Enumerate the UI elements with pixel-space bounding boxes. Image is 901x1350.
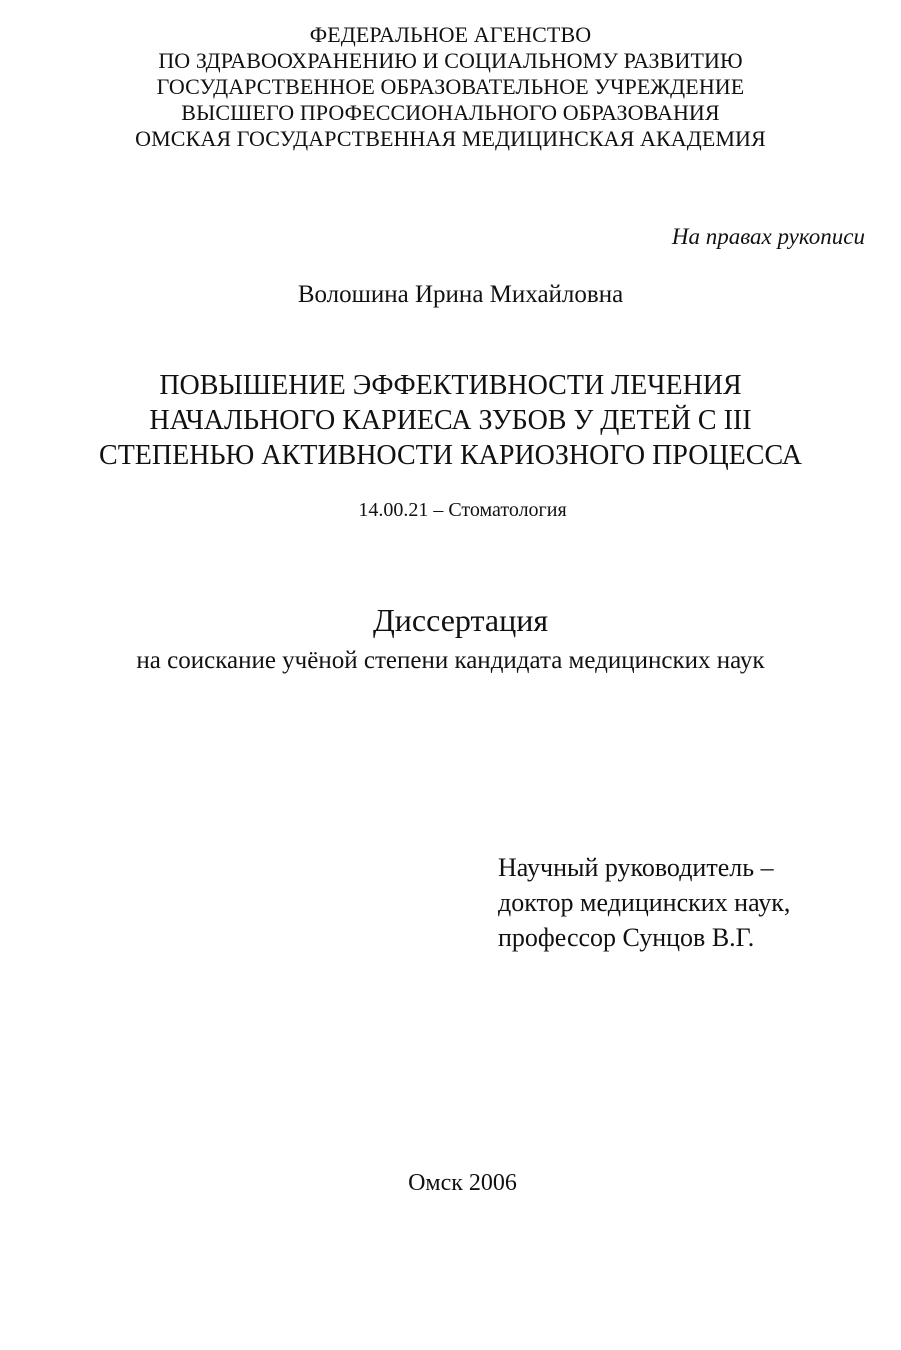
supervisor-line-1: Научный руководитель – xyxy=(498,853,774,882)
specialty-code: 14.00.21 – Стоматология xyxy=(358,499,567,521)
institution-line-4: ВЫСШЕГО ПРОФЕССИОНАЛЬНОГО ОБРАЗОВАНИЯ xyxy=(181,100,720,125)
degree-line: на соискание учёной степени кандидата медицинских наук xyxy=(136,647,765,674)
institution-line-1: ФЕДЕРАЛЬНОЕ АГЕНСТВО xyxy=(309,22,592,47)
document-type: Диссертация xyxy=(372,602,549,638)
supervisor-line-2: доктор медицинских наук, xyxy=(498,888,791,917)
place-year: Омск 2006 xyxy=(408,1170,517,1196)
institution-line-5: ОМСКАЯ ГОСУДАРСТВЕННАЯ МЕДИЦИНСКАЯ АКАДЕМИЯ xyxy=(135,126,766,151)
supervisor-line-3: профессор Сунцов В.Г. xyxy=(498,923,755,952)
supervisor-block xyxy=(498,850,790,955)
institution-line-3: ГОСУДАРСТВЕННОЕ ОБРАЗОВАТЕЛЬНОЕ УЧРЕЖДЕНИЕ xyxy=(156,74,745,99)
title-line-3: СТЕПЕНЬЮ АКТИВНОСТИ КАРИОЗНОГО ПРОЦЕССА xyxy=(99,440,802,471)
author-name: Волошина Ирина Михайловна xyxy=(297,281,624,308)
manuscript-note: На правах рукописи xyxy=(671,224,865,249)
institution-line-2: ПО ЗДРАВООХРАНЕНИЮ И СОЦИАЛЬНОМУ РАЗВИТИЮ xyxy=(158,48,743,73)
title-line-2: НАЧАЛЬНОГО КАРИЕСА ЗУБОВ У ДЕТЕЙ С III xyxy=(149,405,752,436)
title-line-1: ПОВЫШЕНИЕ ЭФФЕКТИВНОСТИ ЛЕЧЕНИЯ xyxy=(159,370,742,401)
